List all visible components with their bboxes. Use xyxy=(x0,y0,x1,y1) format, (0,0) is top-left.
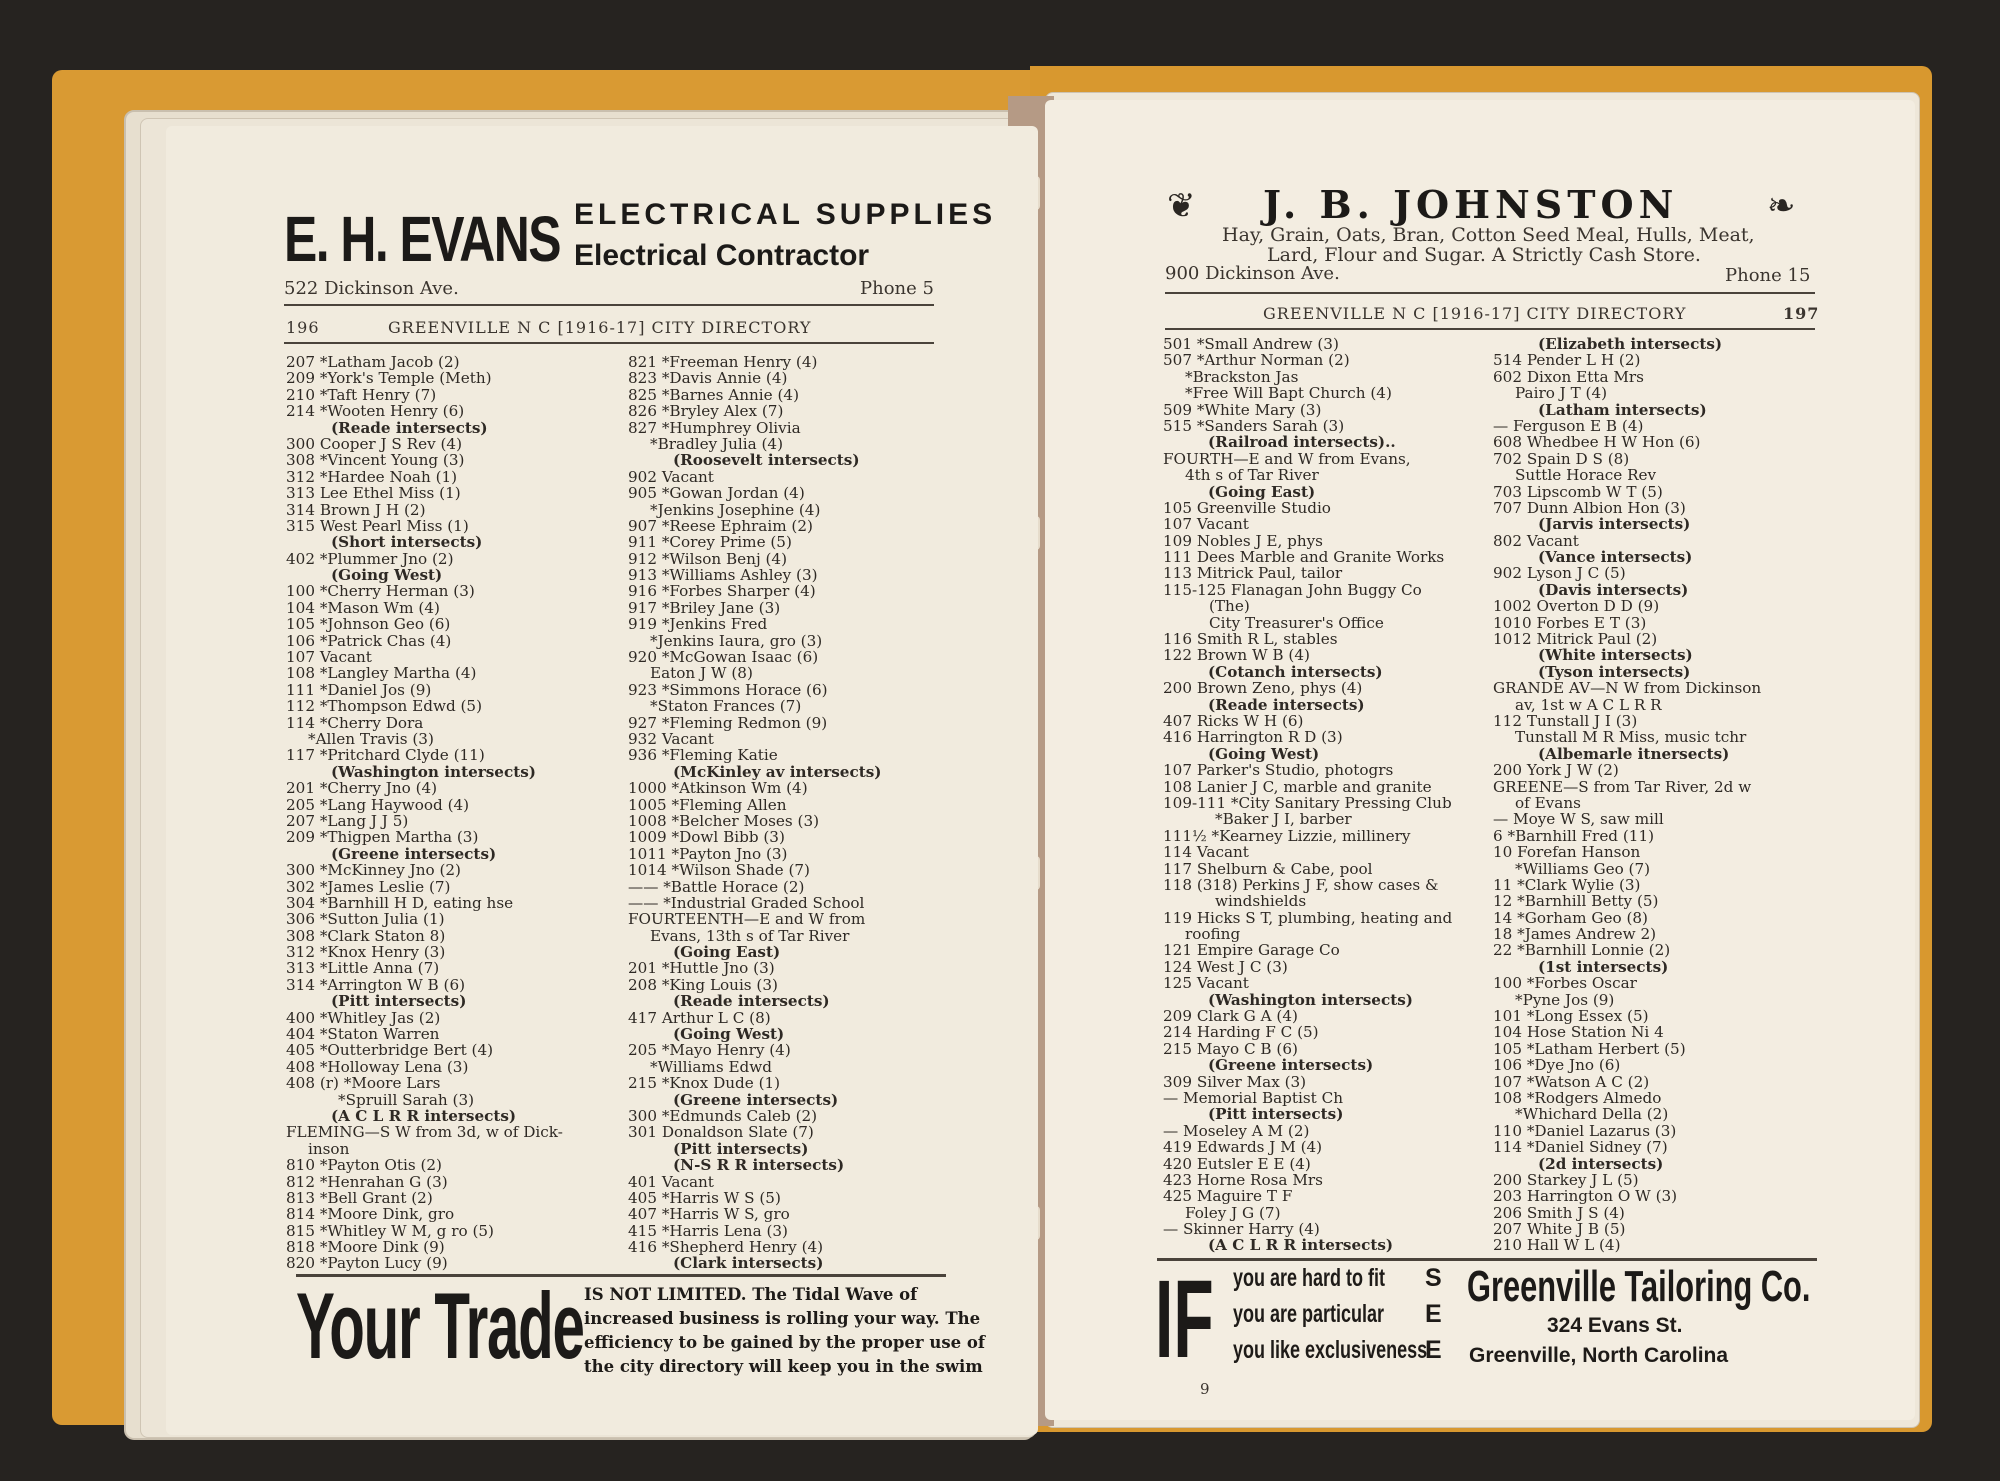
directory-entry: windshields xyxy=(1215,893,1307,910)
cross-street-heading: (Pitt intersects) xyxy=(1208,1106,1344,1123)
cross-street-heading: (2d intersects) xyxy=(1538,1155,1664,1172)
cross-street-heading: (Tyson intersects) xyxy=(1538,663,1691,681)
cross-street-heading: (Railroad intersects).. xyxy=(1208,434,1396,451)
directory-entry: 108 Lanier J C, marble and granite xyxy=(1163,778,1432,795)
directory-entry: 1011 *Payton Jno (3) xyxy=(628,845,788,863)
directory-entry: 107 Vacant xyxy=(1163,516,1249,533)
directory-entry: *Bradley Julia (4) xyxy=(650,435,784,453)
directory-entry: 302 *James Leslie (7) xyxy=(286,878,451,895)
directory-entry: 920 *McGowan Isaac (6) xyxy=(628,649,819,666)
directory-entry: 802 Vacant xyxy=(1493,532,1579,550)
directory-entry: 105 Greenville Studio xyxy=(1163,499,1331,517)
cross-street-heading: (Clark intersects) xyxy=(673,1255,824,1272)
directory-entry: 821 *Freeman Henry (4) xyxy=(628,354,818,371)
directory-entry: 207 *Latham Jacob (2) xyxy=(286,354,460,371)
directory-entry: 1000 *Atkinson Wm (4) xyxy=(628,780,808,797)
directory-entry: 117 Shelburn & Cabe, pool xyxy=(1163,860,1373,877)
ornament-right-icon: ❧ xyxy=(1767,186,1796,226)
directory-entry: 501 *Small Andrew (3) xyxy=(1163,336,1339,353)
header-rule xyxy=(1165,292,1815,294)
cross-street-heading: (Going East) xyxy=(1208,483,1316,500)
cross-street-heading: (Greene intersects) xyxy=(331,845,497,863)
directory-entry: 912 *Wilson Benj (4) xyxy=(628,550,787,568)
directory-entry: 419 Edwards J M (4) xyxy=(1163,1139,1323,1156)
directory-entry: Evans, 13th s of Tar River xyxy=(650,927,850,945)
directory-entry: 927 *Fleming Redmon (9) xyxy=(628,714,828,731)
directory-column-2 xyxy=(1493,336,1823,1254)
directory-entry: 201 *Cherry Jno (4) xyxy=(286,780,438,797)
directory-entry: 205 *Mayo Henry (4) xyxy=(628,1042,791,1059)
directory-entry: 114 Vacant xyxy=(1163,844,1249,861)
directory-entry: 602 Dixon Etta Mrs xyxy=(1493,368,1644,386)
directory-entry: Foley J G (7) xyxy=(1185,1204,1281,1222)
directory-entry: 1012 Mitrick Paul (2) xyxy=(1493,631,1658,648)
directory-entry: 300 *Edmunds Caleb (2) xyxy=(628,1107,818,1125)
directory-entry: —— *Industrial Graded School xyxy=(628,894,865,912)
street-heading: FLEMING—S W from 3d, w of Dick- xyxy=(286,1124,563,1141)
directory-entry: *Brackston Jas xyxy=(1185,368,1299,386)
ad-text-line: the city directory will keep you in the swim xyxy=(584,1357,983,1376)
directory-entry: 1005 *Fleming Allen xyxy=(628,796,787,813)
directory-entry: 117 *Pritchard Clyde (11) xyxy=(286,747,485,764)
directory-entry: 210 Hall W L (4) xyxy=(1493,1237,1621,1254)
directory-entry: *Jenkins Josephine (4) xyxy=(650,501,821,518)
right-page xyxy=(1045,100,1915,1420)
directory-entry: 111½ *Kearney Lizzie, millinery xyxy=(1163,827,1411,845)
directory-entry: 111 *Daniel Jos (9) xyxy=(286,681,432,699)
directory-entry: 304 *Barnhill H D, eating hse xyxy=(286,894,514,912)
cross-street-heading: (Going East) xyxy=(673,944,781,961)
directory-entry: 902 Vacant xyxy=(628,468,714,486)
cross-street-heading: (Elizabeth intersects) xyxy=(1538,336,1723,353)
directory-entry: 820 *Payton Lucy (9) xyxy=(286,1255,448,1272)
directory-entry: av, 1st w A C L R R xyxy=(1515,696,1662,713)
cross-street-heading: (1st intersects) xyxy=(1538,958,1669,976)
directory-entry: 215 Mayo C B (6) xyxy=(1163,1040,1298,1058)
directory-entry: 101 *Long Essex (5) xyxy=(1493,1008,1649,1025)
directory-entry: 423 Horne Rosa Mrs xyxy=(1163,1171,1323,1189)
directory-entry: 100 *Cherry Herman (3) xyxy=(286,583,475,600)
evans-ad-line2: Electrical Contractor xyxy=(574,239,870,272)
signature-mark: 9 xyxy=(1200,1380,1210,1398)
directory-entry: 105 *Johnson Geo (6) xyxy=(286,616,451,633)
see-letter: E xyxy=(1425,1336,1442,1364)
cross-street-heading: (A C L R R intersects) xyxy=(331,1107,517,1125)
directory-entry: 14 *Gorham Geo (8) xyxy=(1493,909,1648,927)
directory-entry: 404 *Staton Warren xyxy=(286,1026,440,1043)
cross-street-heading: (Greene intersects) xyxy=(1208,1057,1374,1074)
directory-entry: *Baker J I, barber xyxy=(1215,811,1352,828)
directory-entry: —— *Battle Horace (2) xyxy=(628,878,805,895)
bottom-ad-rule xyxy=(1157,1258,1817,1261)
cross-street-heading: (Reade intersects) xyxy=(1208,696,1365,713)
directory-entry: 515 *Sanders Sarah (3) xyxy=(1163,417,1345,435)
if-line: you like exclusiveness xyxy=(1233,1336,1428,1364)
directory-entry: — Skinner Harry (4) xyxy=(1163,1221,1320,1238)
johnston-ad-line2: Lard, Flour and Sugar. A Strictly Cash Store. xyxy=(1267,244,1701,266)
cross-street-heading: (Davis intersects) xyxy=(1538,581,1689,599)
your-trade-text xyxy=(584,1283,985,1379)
directory-entry: 207 *Lang J J 5) xyxy=(286,812,409,830)
evans-ad-line1: ELECTRICAL SUPPLIES xyxy=(574,198,997,231)
directory-entry: 313 Lee Ethel Miss (1) xyxy=(286,485,461,502)
running-head-rule xyxy=(1165,328,1815,330)
directory-entry: 919 *Jenkins Fred xyxy=(628,616,768,633)
tailoring-street: 324 Evans St. xyxy=(1547,1314,1683,1337)
directory-entry: 826 *Bryley Alex (7) xyxy=(628,403,784,420)
directory-entry: City Treasurer's Office xyxy=(1209,614,1384,632)
your-trade-heading: Your Trade xyxy=(296,1273,584,1378)
directory-entry: *Williams Edwd xyxy=(650,1058,772,1076)
directory-entry: 118 (318) Perkins J F, show cases & xyxy=(1163,876,1439,894)
directory-entry: 405 *Outterbridge Bert (4) xyxy=(286,1042,494,1059)
see-letter: S xyxy=(1425,1264,1442,1292)
evans-ad-name: E. H. EVANS xyxy=(284,203,560,275)
if-line: you are particular xyxy=(1233,1300,1385,1328)
directory-entry: 415 *Harris Lena (3) xyxy=(628,1222,788,1240)
directory-entry: 407 *Harris W S, gro xyxy=(628,1206,790,1223)
directory-entry: of Evans xyxy=(1515,794,1581,812)
page-number: 197 xyxy=(1783,304,1820,323)
cross-street-heading: (Pitt intersects) xyxy=(331,993,467,1010)
directory-entry: 932 Vacant xyxy=(628,730,714,748)
directory-column-2 xyxy=(628,354,948,1272)
cross-street-heading: (Washington intersects) xyxy=(1208,991,1413,1009)
directory-entry: 507 *Arthur Norman (2) xyxy=(1163,352,1350,369)
street-heading: FOURTH—E and W from Evans, xyxy=(1163,450,1411,468)
directory-entry: 312 *Knox Henry (3) xyxy=(286,944,446,961)
directory-entry: 22 *Barnhill Lonnie (2) xyxy=(1493,942,1671,959)
running-head: GREENVILLE N C [1916-17] CITY DIRECTORY xyxy=(388,318,812,337)
directory-entry: 209 *York's Temple (Meth) xyxy=(286,370,492,387)
directory-entry: 314 *Arrington W B (6) xyxy=(286,976,466,994)
directory-entry: 408 *Holloway Lena (3) xyxy=(286,1058,469,1076)
directory-entry: — Moye W S, saw mill xyxy=(1493,811,1664,828)
directory-entry: 402 *Plummer Jno (2) xyxy=(286,550,454,568)
directory-entry: 407 Ricks W H (6) xyxy=(1163,712,1304,730)
directory-entry: 106 *Dye Jno (6) xyxy=(1493,1057,1621,1074)
directory-entry: 703 Lipscomb W T (5) xyxy=(1493,483,1663,500)
directory-entry: 114 *Daniel Sidney (7) xyxy=(1493,1139,1668,1156)
directory-entry: 124 West J C (3) xyxy=(1163,958,1288,976)
directory-entry: 309 Silver Max (3) xyxy=(1163,1073,1307,1090)
directory-entry: 100 *Forbes Oscar xyxy=(1493,975,1637,992)
cross-street-heading: (Short intersects) xyxy=(331,534,483,551)
cross-street-heading: (Latham intersects) xyxy=(1538,401,1707,418)
directory-entry: 911 *Corey Prime (5) xyxy=(628,534,792,551)
directory-entry: 18 *James Andrew 2) xyxy=(1493,926,1657,943)
ornament-left-icon: ❦ xyxy=(1167,186,1196,226)
directory-entry: 106 *Patrick Chas (4) xyxy=(286,632,452,650)
directory-entry: 4th s of Tar River xyxy=(1185,467,1319,484)
directory-entry: 917 *Briley Jane (3) xyxy=(628,599,781,617)
cross-street-heading: (Reade intersects) xyxy=(331,419,488,436)
directory-entry: 107 *Watson A C (2) xyxy=(1493,1073,1650,1090)
directory-entry: 907 *Reese Ephraim (2) xyxy=(628,517,813,535)
evans-ad-address: 522 Dickinson Ave. xyxy=(284,278,459,299)
directory-entry: 608 Whedbee H W Hon (6) xyxy=(1493,434,1701,451)
directory-entry: 936 *Fleming Katie xyxy=(628,747,778,764)
directory-entry: 112 *Thompson Edwd (5) xyxy=(286,698,483,715)
if-heading: IF xyxy=(1155,1258,1214,1381)
directory-entry: 1009 *Dowl Bibb (3) xyxy=(628,829,785,846)
directory-entry: Eaton J W (8) xyxy=(650,665,753,682)
cross-street-heading: (Roosevelt intersects) xyxy=(673,452,860,469)
directory-entry: 203 Harrington O W (3) xyxy=(1493,1188,1678,1205)
johnston-ad-name: J. B. JOHNSTON xyxy=(1263,182,1679,227)
directory-entry: 200 Brown Zeno, phys (4) xyxy=(1163,680,1363,697)
directory-entry: 300 Cooper J S Rev (4) xyxy=(286,435,463,453)
directory-entry: 812 *Henrahan G (3) xyxy=(286,1173,448,1190)
johnston-ad-line1: Hay, Grain, Oats, Bran, Cotton Seed Meal, Hulls, Meat, xyxy=(1222,224,1755,246)
directory-entry: *Pyne Jos (9) xyxy=(1515,991,1615,1009)
cross-street-heading: (White intersects) xyxy=(1538,647,1693,664)
street-heading: GREENE—S from Tar River, 2d w xyxy=(1493,778,1752,795)
tailoring-city: Greenville, North Carolina xyxy=(1469,1344,1729,1367)
directory-entry: inson xyxy=(308,1140,350,1158)
directory-entry: — Memorial Baptist Ch xyxy=(1163,1089,1343,1107)
cross-street-heading: (Going West) xyxy=(331,567,443,584)
directory-entry: 6 *Barnhill Fred (11) xyxy=(1493,827,1655,845)
directory-entry: *Allen Travis (3) xyxy=(308,730,434,748)
cross-street-heading: (Going West) xyxy=(673,1026,785,1043)
directory-entry: 306 *Sutton Julia (1) xyxy=(286,911,445,928)
directory-entry: 902 Lyson J C (5) xyxy=(1493,565,1626,582)
directory-entry: 1010 Forbes E T (3) xyxy=(1493,614,1647,632)
directory-entry: 209 *Thigpen Martha (3) xyxy=(286,829,479,846)
directory-entry: 420 Eutsler E E (4) xyxy=(1163,1155,1311,1172)
street-heading: GRANDE AV—N W from Dickinson xyxy=(1493,680,1762,697)
directory-entry: 313 *Little Anna (7) xyxy=(286,960,440,977)
directory-entry: 702 Spain D S (8) xyxy=(1493,450,1630,468)
directory-entry: 11 *Clark Wylie (3) xyxy=(1493,876,1641,894)
directory-entry: 1002 Overton D D (9) xyxy=(1493,598,1660,615)
directory-entry: 416 *Shepherd Henry (4) xyxy=(628,1239,824,1256)
directory-entry: 108 *Rodgers Almedo xyxy=(1493,1089,1662,1107)
directory-entry: Tunstall M R Miss, music tchr xyxy=(1515,729,1747,746)
page-number: 196 xyxy=(286,318,320,337)
directory-entry: 514 Pender L H (2) xyxy=(1493,352,1641,369)
directory-entry: 308 *Vincent Young (3) xyxy=(286,452,465,469)
cross-street-heading: (Pitt intersects) xyxy=(673,1140,809,1158)
directory-entry: — Moseley A M (2) xyxy=(1163,1122,1310,1140)
directory-entry: 125 Vacant xyxy=(1163,975,1249,992)
directory-entry: Suttle Horace Rev xyxy=(1515,467,1657,484)
directory-entry: 110 *Daniel Lazarus (3) xyxy=(1493,1122,1677,1140)
directory-entry: 400 *Whitley Jas (2) xyxy=(286,1009,441,1027)
directory-entry: 825 *Barnes Annie (4) xyxy=(628,386,799,404)
directory-entry: 823 *Davis Annie (4) xyxy=(628,370,788,387)
directory-entry: 417 Arthur L C (8) xyxy=(628,1009,771,1027)
directory-entry: *Jenkins Iaura, gro (3) xyxy=(650,632,823,650)
ad-text-line: efficiency to be gained by the proper use of xyxy=(584,1333,985,1352)
directory-entry: 114 *Cherry Dora xyxy=(286,714,424,731)
directory-entry: 200 York J W (2) xyxy=(1493,762,1619,779)
directory-entry: 300 *McKinney Jno (2) xyxy=(286,862,461,879)
directory-entry: 707 Dunn Albion Hon (3) xyxy=(1493,499,1686,517)
cross-street-heading: (Vance intersects) xyxy=(1538,549,1693,566)
directory-entry: 405 *Harris W S (5) xyxy=(628,1189,781,1207)
directory-entry: 209 Clark G A (4) xyxy=(1163,1008,1298,1025)
directory-entry: Pairo J T (4) xyxy=(1515,385,1608,402)
cross-street-heading: (N-S R R intersects) xyxy=(673,1157,845,1174)
directory-entry: 923 *Simmons Horace (6) xyxy=(628,681,828,699)
directory-entry: 122 Brown W B (4) xyxy=(1163,647,1310,664)
directory-entry: 408 (r) *Moore Lars xyxy=(286,1075,441,1092)
directory-entry: 916 *Forbes Sharper (4) xyxy=(628,583,816,600)
directory-entry: 312 *Hardee Noah (1) xyxy=(286,468,458,486)
directory-entry: 207 White J B (5) xyxy=(1493,1221,1626,1238)
street-heading: FOURTEENTH—E and W from xyxy=(628,911,866,928)
directory-entry: 810 *Payton Otis (2) xyxy=(286,1157,442,1174)
directory-entry: *Williams Geo (7) xyxy=(1515,860,1651,877)
directory-entry: 107 Parker's Studio, photogrs xyxy=(1163,762,1394,779)
directory-entry: 113 Mitrick Paul, tailor xyxy=(1163,565,1343,582)
directory-entry: *Staton Frances (7) xyxy=(650,698,802,715)
directory-entry: 814 *Moore Dink, gro xyxy=(286,1206,455,1223)
directory-entry: 121 Empire Garage Co xyxy=(1163,942,1340,959)
tailoring-company-name: Greenville Tailoring Co. xyxy=(1467,1262,1811,1311)
directory-entry: — Ferguson E B (4) xyxy=(1493,417,1644,435)
directory-entry: 112 Tunstall J I (3) xyxy=(1493,712,1638,730)
if-line: you are hard to fit xyxy=(1233,1264,1386,1292)
directory-entry: 205 *Lang Haywood (4) xyxy=(286,796,470,813)
running-head: GREENVILLE N C [1916-17] CITY DIRECTORY xyxy=(1263,304,1687,323)
evans-ad-phone: Phone 5 xyxy=(860,278,934,299)
directory-entry: roofing xyxy=(1185,926,1241,943)
directory-entry: 1008 *Belcher Moses (3) xyxy=(628,812,820,830)
cross-street-heading: (Washington intersects) xyxy=(331,763,536,781)
cross-street-heading: (Albemarle itnersects) xyxy=(1538,745,1730,763)
directory-entry: *Free Will Bapt Church (4) xyxy=(1185,385,1392,402)
directory-entry: (The) xyxy=(1209,598,1250,615)
directory-entry: 206 Smith J S (4) xyxy=(1493,1204,1625,1222)
directory-entry: 815 *Whitley W M, g ro (5) xyxy=(286,1222,494,1240)
directory-entry: 104 Hose Station Ni 4 xyxy=(1493,1024,1664,1041)
directory-entry: 401 Vacant xyxy=(628,1173,714,1190)
directory-entry: 104 *Mason Wm (4) xyxy=(286,599,440,617)
cross-street-heading: (Jarvis intersects) xyxy=(1538,516,1691,533)
directory-entry: 111 Dees Marble and Granite Works xyxy=(1163,549,1445,566)
directory-entry: *Spruill Sarah (3) xyxy=(338,1091,475,1108)
directory-entry: 1014 *Wilson Shade (7) xyxy=(628,862,810,879)
directory-entry: 109 Nobles J E, phys xyxy=(1163,532,1323,550)
directory-entry: 315 West Pearl Miss (1) xyxy=(286,517,469,535)
cross-street-heading: (Greene intersects) xyxy=(673,1091,839,1108)
cross-street-heading: (Reade intersects) xyxy=(673,993,830,1010)
directory-entry: 818 *Moore Dink (9) xyxy=(286,1239,445,1256)
directory-entry: 905 *Gowan Jordan (4) xyxy=(628,485,805,502)
johnston-ad-address: 900 Dickinson Ave. xyxy=(1165,263,1340,284)
cross-street-heading: (Cotanch intersects) xyxy=(1208,663,1383,681)
directory-entry: 214 Harding F C (5) xyxy=(1163,1024,1319,1041)
directory-entry: 107 Vacant xyxy=(286,649,372,666)
directory-entry: 314 Brown J H (2) xyxy=(286,501,426,518)
header-rule xyxy=(284,304,934,306)
cross-street-heading: (Going West) xyxy=(1208,745,1320,763)
directory-entry: 210 *Taft Henry (7) xyxy=(286,386,437,404)
ad-text-line: IS NOT LIMITED. The Tidal Wave of xyxy=(584,1285,918,1304)
directory-entry: 200 Starkey J L (5) xyxy=(1493,1171,1639,1189)
directory-entry: 115-125 Flanagan John Buggy Co xyxy=(1163,581,1422,599)
directory-entry: 416 Harrington R D (3) xyxy=(1163,729,1343,746)
directory-column-1 xyxy=(286,354,616,1272)
directory-entry: 109-111 *City Sanitary Pressing Club xyxy=(1163,794,1452,812)
running-head-rule xyxy=(284,342,934,344)
directory-entry: 308 *Clark Staton 8) xyxy=(286,927,446,945)
directory-entry: 425 Maguire T F xyxy=(1163,1188,1293,1205)
ad-text-line: increased business is rolling your way. The xyxy=(584,1309,981,1328)
cross-street-heading: (A C L R R intersects) xyxy=(1208,1237,1394,1254)
see-letter: E xyxy=(1425,1300,1442,1328)
directory-entry: 913 *Williams Ashley (3) xyxy=(628,567,818,584)
directory-entry: 208 *King Louis (3) xyxy=(628,976,778,994)
directory-entry: *Whichard Della (2) xyxy=(1515,1106,1669,1123)
directory-entry: 12 *Barnhill Betty (5) xyxy=(1493,893,1659,910)
directory-entry: 119 Hicks S T, plumbing, heating and xyxy=(1163,909,1453,927)
directory-column-1 xyxy=(1163,336,1481,1254)
directory-entry: 509 *White Mary (3) xyxy=(1163,401,1322,418)
directory-entry: 201 *Huttle Jno (3) xyxy=(628,960,775,977)
johnston-ad-phone: Phone 15 xyxy=(1725,265,1811,286)
directory-entry: 105 *Latham Herbert (5) xyxy=(1493,1040,1686,1058)
directory-entry: 301 Donaldson Slate (7) xyxy=(628,1124,814,1141)
directory-entry: 116 Smith R L, stables xyxy=(1163,631,1338,648)
directory-entry: 813 *Bell Grant (2) xyxy=(286,1189,433,1207)
cross-street-heading: (McKinley av intersects) xyxy=(673,763,882,781)
left-page xyxy=(166,126,1038,1435)
directory-entry: 827 *Humphrey Olivia xyxy=(628,419,801,436)
directory-entry: 214 *Wooten Henry (6) xyxy=(286,403,465,420)
directory-entry: 10 Forefan Hanson xyxy=(1493,844,1641,861)
directory-entry: 108 *Langley Martha (4) xyxy=(286,665,477,682)
directory-entry: 215 *Knox Dude (1) xyxy=(628,1075,781,1092)
